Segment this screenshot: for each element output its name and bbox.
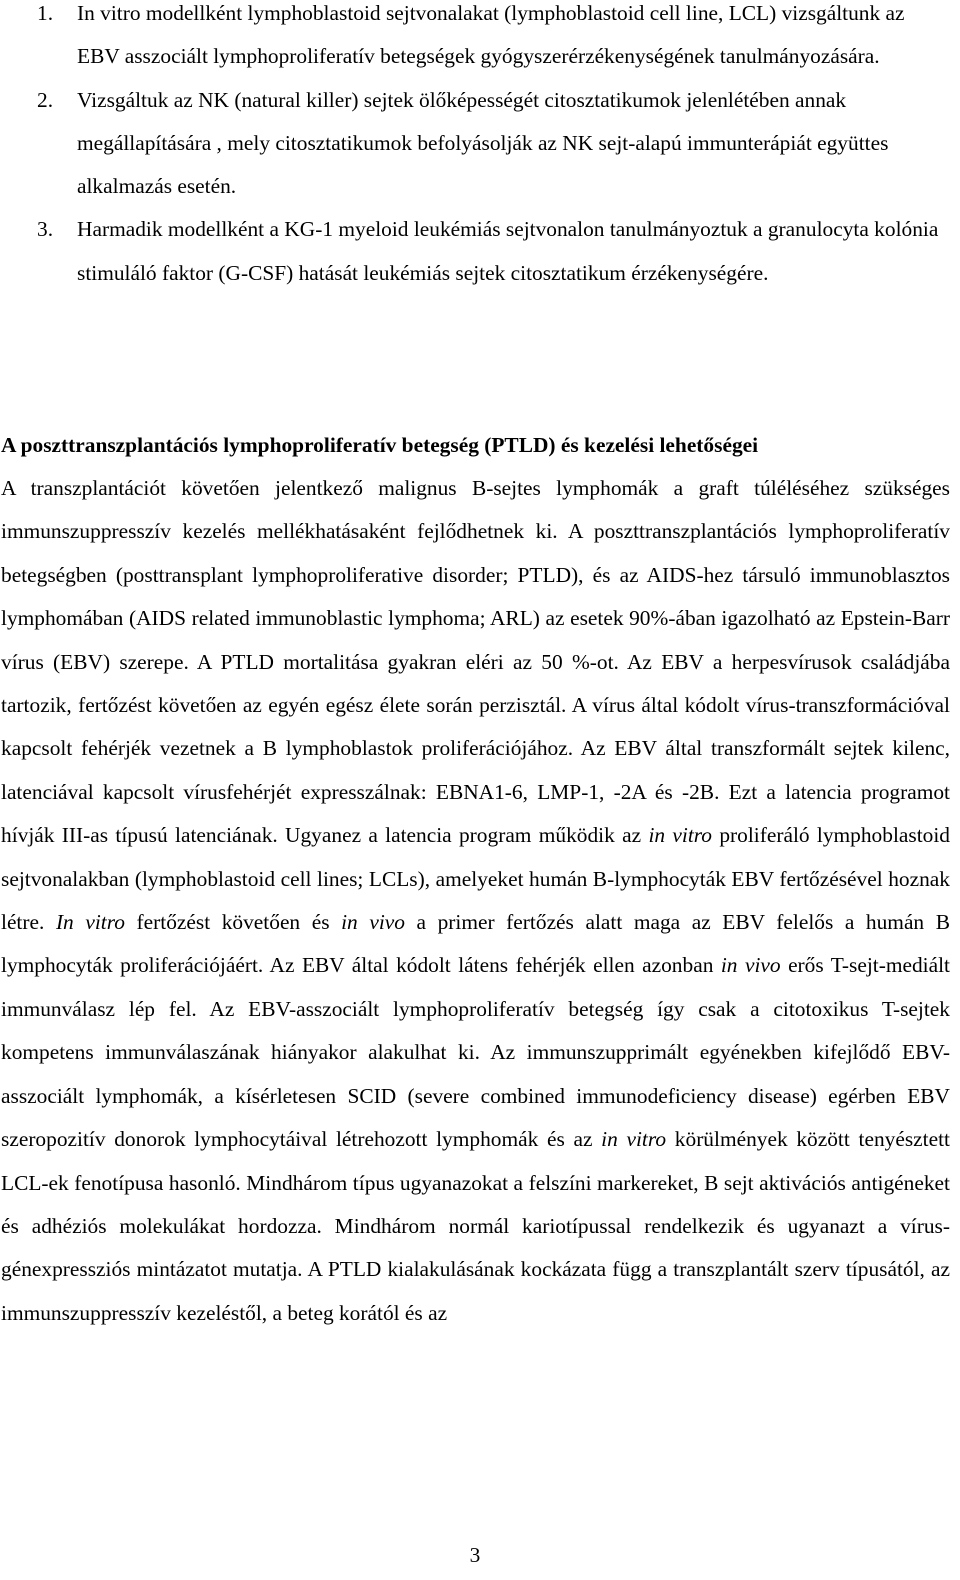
italic-term: in vivo xyxy=(341,910,405,935)
italic-term: in vitro xyxy=(648,823,712,848)
list-item-number: 3. xyxy=(37,217,54,242)
list-item-number: 1. xyxy=(37,1,54,25)
italic-term: in vivo xyxy=(720,953,781,978)
text-run: proliferáló lymphoblastoid sejtvonalakban (lymphoblastoid cell lines; LCLs), amelyeket humán B-lymphocyták EBV fertőzésével hoznak létre. xyxy=(1,823,950,935)
list-item-number: 2. xyxy=(37,87,54,112)
body-paragraph xyxy=(1,467,950,1335)
page-number: 3 xyxy=(469,1543,481,1567)
text-run: erős T-sejt-mediált immunválasz lép fel. Az EBV-asszociált lymphoproliferatív betegség így csak a citotoxikus T-sejtek kompetens immunválaszának hiányakor alakulhat ki. Az immunszupprimált egyénekben kifejlődő EBV-asszociált lymphomák, a kísérletesen SCID (severe combined immunodeficiency disease) egérben EBV szeropozitív donorok lymphocytáival létrehozott lymphomák és az xyxy=(1,953,950,1152)
text-run: körülmények között tenyésztett LCL-ek fenotípusa hasonló. Mindhárom típus ugyanazokat a felszíni markereket, B sejt aktivációs antigéneket és adhéziós molekulákat hordozza. Mindhárom normál kariotípussal rendelkezik és ugyanazt a vírus-génexpressziós mintázatot mutatja. A PTLD kialakulásának kockázata függ a transzplantált szerv típusától, az immunszuppresszív kezeléstől, a beteg korától és az xyxy=(1,1127,950,1325)
text-run: A transzplantációt követően jelentkező malignus B-sejtes lymphomák a graft túléléséhez szükséges immunszuppresszív kezelés mellékhatásaként fejlődhetnek ki. A poszttranszplantációs lymphoproliferatív betegségben (posttransplant lymphoproliferative disorder; PTLD), és az AIDS-hez társuló immunoblasztos lymphomában (AIDS related immunoblastic lymphoma; ARL) az esetek 90%-ában igazolható az Epstein-Barr vírus (EBV) szerepe. A PTLD mortalitása gyakran eléri az 50 %-ot. Az EBV a herpesvírusok családjába tartozik, fertőzést követően az egyén egész élete során perzisztál. A vírus által kódolt vírus-transzformációval kapcsolt fehérjék vezetnek a B lymphoblastok proliferációjához. Az EBV által transzformált sejtek kilenc, latenciával kapcsolt vírusfehérjét expresszálnak: EBNA1-6, LMP-1, -2A és -2B. Ezt a latencia programot hívják III-as típusú latenciának. Ugyanez a latencia program működik az xyxy=(1,476,950,848)
list-item xyxy=(0,79,950,209)
list-item xyxy=(0,0,950,79)
text-run: a primer fertőzés alatt maga az EBV felelős a humán B lymphocyták proliferációjáért. Az EBV által kódolt látens fehérjék ellen azonban xyxy=(1,910,950,978)
objectives-list xyxy=(0,0,950,295)
text-run: fertőzést követően és xyxy=(136,910,330,935)
section-heading: A poszttranszplantációs lymphoproliferatív betegség (PTLD) és kezelési lehetőségei xyxy=(1,433,759,457)
list-item-text: Vizsgáltuk az NK (natural killer) sejtek ölőképességét citosztatikumok jelenlétében annak megállapítására , mely citosztatikumok befolyásolják az NK sejt-alapú immunterápiát együttes alkalmazás esetén. xyxy=(77,87,889,199)
italic-term: in vitro xyxy=(601,1127,667,1152)
italic-term: In vitro xyxy=(55,910,125,935)
list-item-text: In vitro modellként lymphoblastoid sejtvonalakat (lymphoblastoid cell line, LCL) vizsgáltunk az EBV asszociált lymphoproliferatív betegségek gyógyszerérzékenységének tanulmányozására. xyxy=(77,1,905,69)
list-item xyxy=(0,208,950,295)
list-item-text: Harmadik modellként a KG-1 myeloid leukémiás sejtvonalon tanulmányoztuk a granulocyta kolónia stimuláló faktor (G-CSF) hatását leukémiás sejtek citosztatikum érzékenységére. xyxy=(77,217,939,285)
